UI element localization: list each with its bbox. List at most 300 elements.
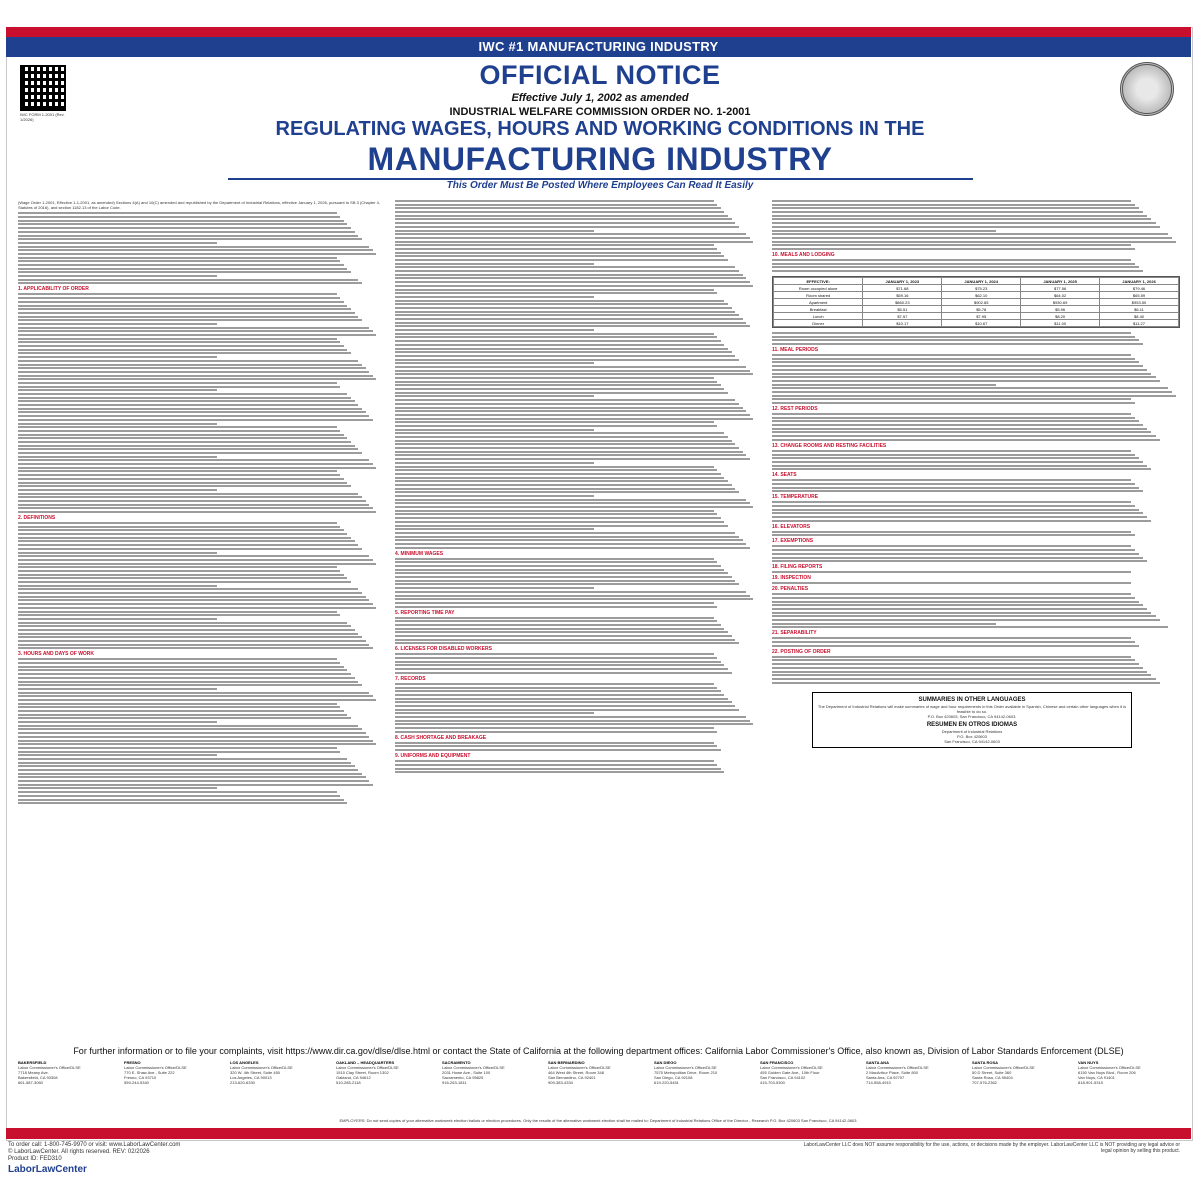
text-line: [395, 418, 753, 420]
text-line: [395, 768, 721, 770]
text-line: [18, 411, 366, 413]
section-heading: 13. CHANGE ROOMS AND RESTING FACILITIES: [772, 442, 887, 449]
text-line: [395, 200, 714, 202]
text-line: [18, 622, 347, 624]
text-line: [18, 271, 351, 273]
office-line: 916-263-1811: [442, 1080, 467, 1085]
text-line: [395, 392, 728, 394]
text-line: [395, 672, 732, 674]
text-line: [395, 620, 717, 622]
text-line: [395, 248, 717, 250]
text-line: [395, 543, 746, 545]
table-header: JANUARY 1, 2026: [1100, 278, 1179, 285]
text-line: [395, 333, 714, 335]
text-block: [772, 259, 1180, 272]
table-header: JANUARY 1, 2025: [1021, 278, 1100, 285]
text-line: [395, 683, 714, 685]
text-line: [18, 692, 369, 694]
table-row: [774, 292, 1179, 299]
text-line: [18, 563, 376, 565]
text-line: [395, 499, 746, 501]
table-cell: $59.16: [863, 292, 942, 299]
text-line: [395, 745, 717, 747]
office-entry: [654, 1060, 754, 1116]
text-line: [18, 334, 376, 336]
text-line: [18, 364, 362, 366]
text-line: [395, 760, 714, 762]
office-entry: [124, 1060, 224, 1116]
text-line: [395, 602, 714, 604]
text-line: [18, 743, 376, 745]
text-line: [395, 591, 746, 593]
text-line: [772, 218, 1151, 220]
text-line: [772, 391, 1172, 393]
text-line: [772, 549, 1135, 551]
text-line: [395, 440, 732, 442]
text-line: [18, 662, 340, 664]
text-line: [18, 316, 358, 318]
text-line: [395, 292, 717, 294]
table-cell: $77.56: [1021, 285, 1100, 292]
order-info[interactable]: To order call: 1-800-745-9970 or visit: www.LaborLawCenter.com: [8, 1142, 181, 1148]
text-line: [395, 624, 721, 626]
office-name: SANTA ANA: [866, 1060, 889, 1065]
text-line: [395, 521, 724, 523]
text-block: [772, 479, 1180, 492]
table-cell: Lunch: [774, 313, 863, 320]
text-block: [18, 293, 380, 513]
text-line: [18, 736, 369, 738]
office-line: 213-620-6330: [230, 1080, 255, 1085]
text-line: [395, 712, 594, 714]
text-line: [18, 393, 347, 395]
text-line: [18, 577, 347, 579]
text-block: [395, 683, 757, 733]
text-line: [395, 532, 735, 534]
text-line: [772, 207, 1139, 209]
text-line: [18, 559, 373, 561]
text-line: [395, 742, 714, 744]
text-line: [18, 371, 369, 373]
text-block: [772, 656, 1180, 684]
text-line: [18, 459, 369, 461]
text-line: [395, 469, 717, 471]
text-line: [395, 325, 750, 327]
text-line: [18, 264, 344, 266]
office-entry: [442, 1060, 542, 1116]
product-id: Product ID: FED310: [8, 1156, 62, 1162]
text-line: [772, 365, 1143, 367]
text-line: [772, 545, 1131, 547]
section-heading: 18. FILING REPORTS: [772, 564, 823, 571]
text-line: [18, 644, 369, 646]
text-line: [18, 437, 347, 439]
qr-caption: IWC FORM 1-2001 (Rev. 1/2026): [20, 112, 65, 122]
table-cell: Dinner: [774, 320, 863, 327]
office-name: BAKERSFIELD: [18, 1060, 47, 1065]
summaries-title: SUMMARIES IN OTHER LANGUAGES: [918, 696, 1026, 703]
text-line: [18, 360, 358, 362]
table-cell: $75.23: [942, 285, 1021, 292]
office-name: LOS ANGELES: [230, 1060, 259, 1065]
text-line: [18, 791, 337, 793]
text-line: [18, 242, 217, 244]
text-line: [18, 352, 351, 354]
text-line: [395, 432, 724, 434]
text-line: [18, 231, 355, 233]
text-line: [395, 351, 732, 353]
top-band: IWC #1 MANUFACTURING INDUSTRY: [6, 37, 1191, 57]
office-name: VAN NUYS: [1078, 1060, 1099, 1065]
text-line: [18, 249, 373, 251]
text-line: [772, 483, 1135, 485]
industry-title: MANUFACTURING INDUSTRY: [367, 141, 833, 177]
dept-name: Department of Industrial Relations: [941, 728, 1003, 734]
section-heading: 7. RECORDS: [395, 675, 426, 682]
text-line: [18, 312, 355, 314]
text-line: [395, 425, 717, 427]
section-heading: 14. SEATS: [772, 472, 797, 479]
text-line: [18, 522, 337, 524]
text-line: [772, 615, 1156, 617]
office-entry: [548, 1060, 648, 1116]
office-entry: [866, 1060, 966, 1116]
text-line: [395, 595, 750, 597]
text-block: [395, 617, 757, 645]
table-cell: $5.51: [863, 306, 942, 313]
text-line: [772, 361, 1139, 363]
text-line: [395, 241, 753, 243]
section-heading: 1. APPLICABILITY OF ORDER: [18, 286, 89, 293]
text-line: [18, 669, 347, 671]
text-line: [395, 561, 717, 563]
text-line: [18, 607, 376, 609]
text-line: [395, 381, 717, 383]
text-line: [395, 399, 735, 401]
text-line: [395, 631, 728, 633]
text-line: [18, 408, 362, 410]
text-line: [18, 754, 217, 756]
table-row: [774, 299, 1179, 306]
text-line: [772, 226, 1160, 228]
text-line: [772, 384, 996, 386]
text-block: [18, 658, 380, 804]
text-line: [18, 275, 217, 277]
text-line: [395, 558, 714, 560]
text-line: [772, 237, 1172, 239]
office-line: Labor Commissioner's Office/DLSE: [760, 1065, 823, 1070]
text-line: [772, 468, 1151, 470]
office-line: Labor Commissioner's Office/DLSE: [972, 1065, 1035, 1070]
text-line: [395, 340, 721, 342]
office-line: Santa Rosa, CA 95404: [972, 1075, 1013, 1080]
office-line: 559-244-5340: [124, 1080, 149, 1085]
text-block: [772, 593, 1180, 628]
text-line: [395, 307, 732, 309]
text-line: [18, 802, 347, 804]
text-line: [18, 474, 340, 476]
posting-instruction: This Order Must Be Posted Where Employees Can Read It Easily: [446, 180, 754, 191]
text-line: [395, 731, 717, 733]
text-line: [18, 758, 347, 760]
text-line: [18, 603, 373, 605]
text-line: [18, 389, 217, 391]
text-line: [395, 355, 735, 357]
text-line: [395, 296, 594, 298]
text-line: [395, 237, 750, 239]
office-line: Labor Commissioner's Office/DLSE: [336, 1065, 399, 1070]
text-line: [18, 375, 373, 377]
text-line: [772, 582, 1131, 584]
text-line: [395, 344, 724, 346]
text-line: [772, 571, 1131, 573]
office-line: 7575 Metropolitan Drive, Room 210: [654, 1070, 718, 1075]
text-line: [18, 688, 217, 690]
text-line: [18, 799, 344, 801]
office-line: Labor Commissioner's Office/DLSE: [654, 1065, 717, 1070]
office-line: 510-285-2118: [336, 1080, 361, 1085]
text-block: [772, 545, 1180, 562]
text-line: [395, 506, 753, 508]
text-line: [395, 687, 717, 689]
text-line: [18, 614, 340, 616]
text-block: [395, 558, 757, 608]
table-cell: Room occupied alone: [774, 285, 863, 292]
text-line: [772, 534, 1135, 536]
section-heading: 8. CASH SHORTAGE AND BREAKAGE: [395, 734, 487, 741]
text-line: [18, 625, 351, 627]
section-heading: 19. INSPECTION: [772, 575, 811, 582]
office-line: Labor Commissioner's Office/DLSE: [442, 1065, 505, 1070]
office-entry: [760, 1060, 860, 1116]
text-line: [18, 452, 362, 454]
text-line: [772, 200, 1131, 202]
text-line: [395, 694, 724, 696]
text-line: [395, 617, 714, 619]
text-line: [395, 606, 717, 608]
text-line: [772, 402, 1135, 404]
office-line: 320 W. 4th Street, Suite 450: [230, 1070, 281, 1075]
text-line: [772, 332, 1131, 334]
text-line: [772, 557, 1143, 559]
text-line: [18, 717, 351, 719]
bottom-red-bar: [6, 1128, 1191, 1139]
text-line: [18, 681, 358, 683]
text-line: [18, 257, 337, 259]
table-header: JANUARY 1, 2023: [863, 278, 942, 285]
text-line: [395, 716, 746, 718]
text-line: [772, 659, 1135, 661]
text-line: [18, 544, 358, 546]
table-cell: $5.78: [942, 306, 1021, 313]
text-line: [772, 678, 1156, 680]
text-line: [395, 642, 739, 644]
text-line: [18, 618, 217, 620]
text-line: [395, 576, 732, 578]
intro-paragraph: (Wage Order 1-2001, Effective 1-1-2001, as amended) Sections 4(A) and 10(C) amended and republished by the Department of Industrial Relations, effective January 1, 2026, pursuant to SB 3 (Chapter 4, Statutes of 2016), and section 1182.13 of the Labor Code.: [18, 200, 380, 211]
text-line: [772, 531, 1131, 533]
text-line: [395, 488, 735, 490]
table-cell: $8.40: [1100, 313, 1179, 320]
text-line: [18, 773, 362, 775]
text-line: [18, 574, 344, 576]
summaries-box: [812, 692, 1132, 748]
text-line: [395, 484, 732, 486]
text-line: [18, 493, 358, 495]
text-line: [772, 601, 1139, 603]
text-line: [18, 397, 351, 399]
text-line: [772, 608, 1147, 610]
text-line: [18, 592, 362, 594]
text-line: [395, 277, 746, 279]
text-line: [395, 215, 728, 217]
text-line: [772, 387, 1168, 389]
table-row: [774, 285, 1179, 292]
text-line: [772, 424, 1143, 426]
text-line: [395, 388, 724, 390]
text-line: [395, 233, 746, 235]
text-line: [772, 233, 1168, 235]
office-line: 2 MacArthur Place, Suite 800: [866, 1070, 919, 1075]
text-line: [18, 445, 355, 447]
text-line: [772, 512, 1143, 514]
text-line: [395, 701, 732, 703]
text-line: [772, 501, 1131, 503]
text-line: [395, 723, 753, 725]
text-line: [395, 517, 721, 519]
table-cell: Room shared: [774, 292, 863, 299]
text-line: [18, 430, 340, 432]
office-entry: [336, 1060, 436, 1116]
text-column-1: [18, 200, 380, 1042]
text-line: [772, 516, 1147, 518]
section-heading: 22. POSTING OF ORDER: [772, 648, 831, 655]
section-heading: 15. TEMPERATURE: [772, 494, 819, 501]
text-line: [395, 668, 728, 670]
office-line: 455 Golden Gate Ave., 10th Floor: [760, 1070, 820, 1075]
office-name: SAN BERNARDINO: [548, 1060, 585, 1065]
table-cell: $5.96: [1021, 306, 1100, 313]
text-line: [18, 367, 366, 369]
text-block: [772, 450, 1180, 470]
text-line: [395, 336, 717, 338]
table-cell: $11.27: [1100, 320, 1179, 327]
text-line: [395, 285, 753, 287]
order-number: INDUSTRIAL WELFARE COMMISSION ORDER NO. 1-2001: [449, 106, 751, 118]
contact-info: For further information or to file your complaints, visit https://www.dir.ca.gov/dlse/dlse.html or contact the State of California at the following department offices: California Labor Commissioner's Office, also known as, Division of Labor Standards Enforcement (DLSE): [73, 1046, 1124, 1056]
office-entry: [1078, 1060, 1178, 1116]
text-line: [395, 635, 732, 637]
text-line: [18, 511, 376, 513]
text-line: [395, 525, 728, 527]
text-line: [18, 305, 347, 307]
text-line: [772, 656, 1131, 658]
text-line: [395, 370, 750, 372]
text-line: [772, 619, 1160, 621]
office-name: SAN FRANCISCO: [760, 1060, 794, 1065]
text-line: [18, 548, 362, 550]
text-line: [395, 513, 717, 515]
section-heading: 2. DEFINITIONS: [18, 515, 56, 522]
text-line: [772, 461, 1143, 463]
text-line: [18, 725, 358, 727]
text-line: [18, 279, 358, 281]
text-line: [18, 728, 362, 730]
text-line: [18, 448, 358, 450]
office-line: Labor Commissioner's Office/DLSE: [866, 1065, 929, 1070]
office-line: 415-703-5300: [760, 1080, 785, 1085]
text-line: [395, 395, 594, 397]
section-heading: 9. UNIFORMS AND EQUIPMENT: [395, 753, 471, 760]
text-line: [18, 710, 344, 712]
text-line: [395, 583, 739, 585]
section-heading: 16. ELEVATORS: [772, 523, 811, 530]
text-line: [395, 281, 750, 283]
text-line: [18, 500, 366, 502]
section-heading: 17. EXEMPTIONS: [772, 538, 814, 545]
text-line: [395, 443, 735, 445]
office-entry: [230, 1060, 330, 1116]
text-line: [772, 604, 1143, 606]
text-line: [395, 598, 753, 600]
text-line: [18, 470, 337, 472]
text-line: [772, 597, 1135, 599]
text-line: [395, 348, 728, 350]
table-cell: $79.46: [1100, 285, 1179, 292]
text-line: [772, 339, 1139, 341]
text-line: [18, 677, 355, 679]
text-line: [772, 222, 1156, 224]
text-line: [395, 727, 714, 729]
text-line: [772, 266, 1139, 268]
table-cell: $902.65: [942, 299, 1021, 306]
text-line: [18, 235, 358, 237]
table-cell: $7.57: [863, 313, 942, 320]
effective-date: Effective July 1, 2002 as amended: [511, 92, 689, 104]
text-line: [772, 230, 996, 232]
table-cell: $10.67: [942, 320, 1021, 327]
text-line: [395, 565, 721, 567]
text-line: [772, 428, 1147, 430]
text-line: [395, 366, 746, 368]
text-line: [772, 413, 1131, 415]
office-line: Santa Ana, CA 92707: [866, 1075, 905, 1080]
text-line: [395, 289, 714, 291]
top-red-bar: [6, 27, 1191, 37]
official-notice-title: OFFICIAL NOTICE: [479, 60, 721, 90]
text-line: [18, 489, 217, 491]
text-line: [395, 311, 735, 313]
text-line: [772, 626, 1168, 628]
text-line: [395, 639, 735, 641]
table-cell: Breakfast: [774, 306, 863, 313]
text-line: [395, 495, 594, 497]
text-line: [772, 204, 1135, 206]
text-line: [18, 268, 347, 270]
text-line: [18, 478, 344, 480]
text-line: [18, 540, 355, 542]
text-line: [18, 599, 369, 601]
office-list: [18, 1060, 1178, 1116]
text-line: [395, 259, 728, 261]
text-line: [18, 216, 340, 218]
text-line: [395, 322, 746, 324]
text-line: [18, 441, 351, 443]
text-line: [18, 400, 355, 402]
text-block: [772, 531, 1180, 537]
text-line: [395, 480, 728, 482]
text-line: [395, 653, 714, 655]
